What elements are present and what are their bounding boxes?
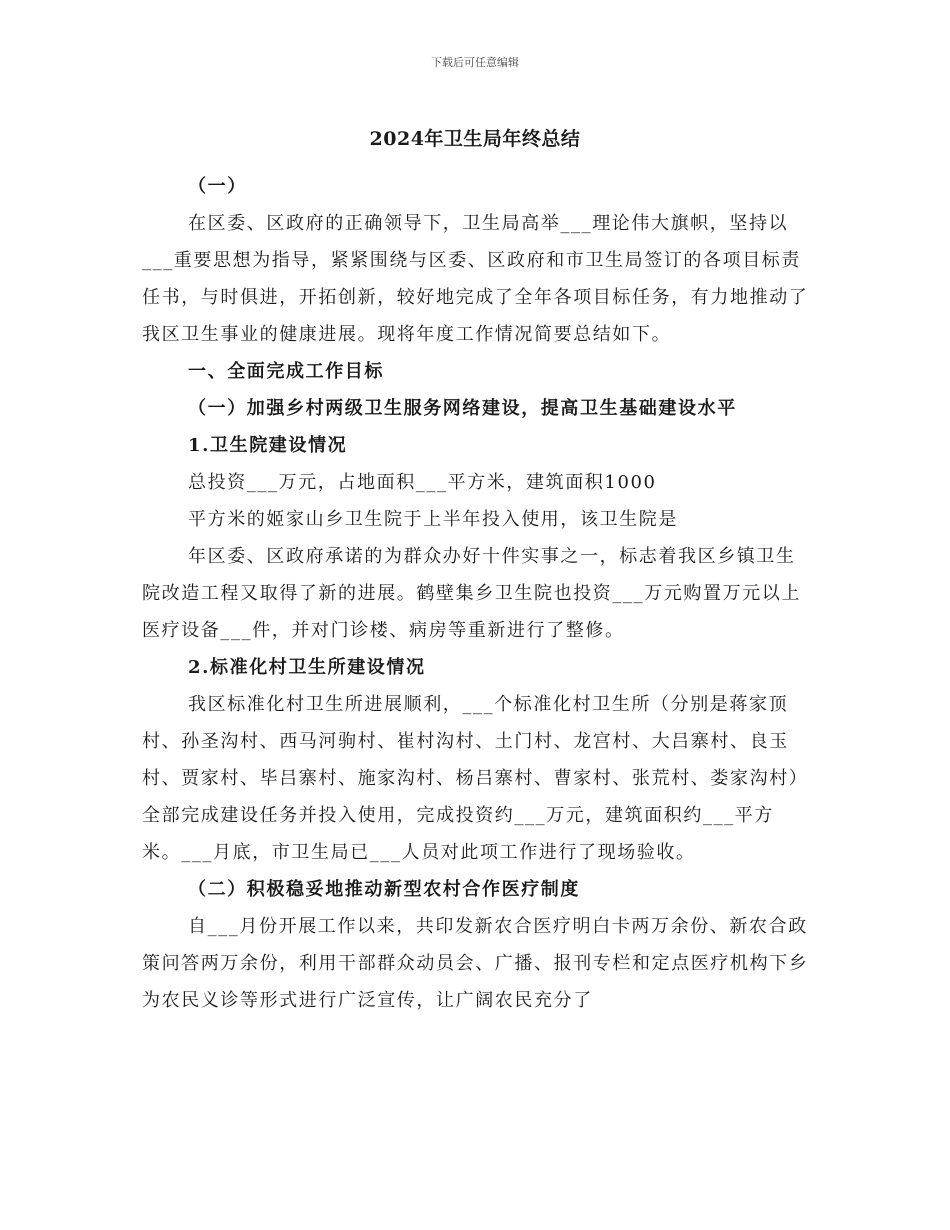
intro-paragraph: 在区委、区政府的正确领导下，卫生局高举___理论伟大旗帜，坚持以___重要思想为指导，紧紧围绕与区委、区政府和市卫生局签订的各项目标责任书，与时俱进，开拓创新，较好地完成了全年各项目标任务，有力地推动了我区卫生事业的健康进展。现将年度工作情况简要总结如下。 [142,213,809,345]
heading-cooperative-medical: （二）积极稳妥地推动新型农村合作医疗制度 [188,879,580,900]
section-number: （一） [188,176,247,197]
heading-network-construction: （一）加强乡村两级卫生服务网络建设，提高卫生基础建设水平 [188,398,737,419]
village-clinic-paragraph: 我区标准化村卫生所进展顺利，___个标准化村卫生所（分别是蒋家顶村、孙圣沟村、西马河驹村、崔村沟村、土门村、龙宫村、大吕寨村、良玉村、贾家村、毕吕寨村、施家沟村、杨吕寨村、曹家村、张荒村、娄家沟村）全部完成建设任务并投入使用，完成投资约___万元，建筑面积约___平方米。___月底，市卫生局已___人员对此项工作进行了现场验收。 [142,694,809,863]
page-header: 下载后可任意编辑 [431,56,519,69]
heading-health-center: 1.卫生院建设情况 [188,435,348,456]
heading-complete-goals: 一、全面完成工作目标 [188,361,384,382]
health-center-paragraph: 年区委、区政府承诺的为群众办好十件实事之一，标志着我区乡镇卫生院改造工程又取得了新的进展。鹤壁集乡卫生院也投资___万元购置万元以上医疗设备___件，并对门诊楼、病房等重新进行了整修。 [142,546,801,641]
heading-village-clinic: 2.标准化村卫生所建设情况 [188,657,426,678]
cooperative-medical-paragraph: 自___月份开展工作以来，共印发新农合医疗明白卡两万余份、新农合政策问答两万余份，利用干部群众动员会、广播、报刊专栏和定点医疗机构下乡为农民义诊等形式进行广泛宣传，让广阔农民充分了 [142,916,809,1011]
document-body [142,168,812,1019]
investment-line: 总投资___万元，占地面积___平方米，建筑面积1000 [188,472,657,493]
area-line: 平方米的姬家山乡卫生院于上半年投入使用，该卫生院是 [188,509,678,530]
document-title: 2024年卫生局年终总结 [369,128,581,150]
